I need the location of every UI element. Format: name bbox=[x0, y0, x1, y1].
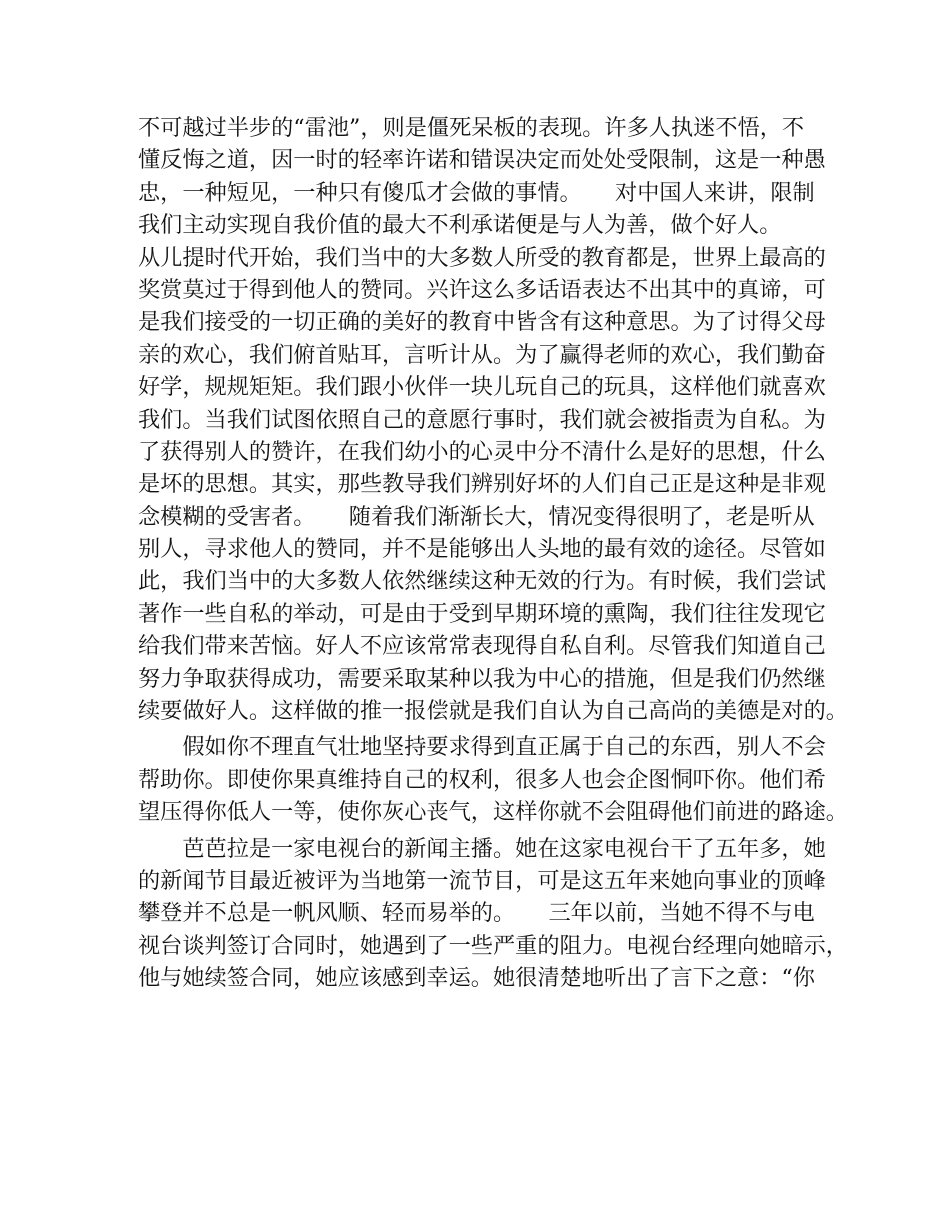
text-line: 好学，规规矩矩。我们跟小伙伴一块儿玩自己的玩具，这样他们就喜欢 bbox=[138, 374, 826, 401]
text-line: 懂反悔之道，因一时的轻率许诺和错误决定而处处受限制，这是一种愚 bbox=[138, 147, 826, 174]
text-line: 努力争取获得成功，需要采取某种以我为中心的措施，但是我们仍然继 bbox=[138, 665, 826, 692]
text-line: 从儿提时代开始，我们当中的大多数人所受的教育都是，世界上最高的 bbox=[138, 244, 826, 271]
text-line: 了获得别人的赞许，在我们幼小的心灵中分不清什么是好的思想，什么 bbox=[138, 438, 826, 465]
text-line: 念模糊的受害者。 随着我们渐渐长大，情况变得很明了，老是听从 bbox=[138, 503, 815, 530]
text-line: 芭芭拉是一家电视台的新闻主播。她在这家电视台干了五年多，她 bbox=[138, 835, 826, 862]
text-line: 著作一些自私的举动，可是由于受到早期环境的熏陶，我们往往发现它 bbox=[138, 600, 826, 627]
text-line: 帮助你。即使你果真维持自己的权利，很多人也会企图恫吓你。他们希 bbox=[138, 766, 826, 793]
text-line: 我们。当我们试图依照自己的意愿行事时，我们就会被指责为自私。为 bbox=[138, 406, 826, 433]
text-line: 忠，一种短见，一种只有傻瓜才会做的事情。 对中国人来讲，限制 bbox=[138, 179, 815, 206]
body-text bbox=[138, 112, 848, 995]
text-line: 攀登并不总是一帆风顺、轻而易举的。 三年以前，当她不得不与电 bbox=[138, 900, 815, 927]
text-line: 望压得你低人一等，使你灰心丧气，这样你就不会阻碍他们前进的路途。 bbox=[138, 799, 848, 826]
text-line: 奖赏莫过于得到他人的赞同。兴许这么多话语表达不出其中的真谛，可 bbox=[138, 276, 826, 303]
text-line: 是我们接受的一切正确的美好的教育中皆含有这种意思。为了讨得父母 bbox=[138, 309, 826, 336]
text-line: 别人，寻求他人的赞同，并不是能够出人头地的最有效的途径。尽管如 bbox=[138, 536, 826, 563]
text-line: 是坏的思想。其实，那些教导我们辨别好坏的人们自己正是这种是非观 bbox=[138, 471, 826, 498]
text-line: 的新闻节目最近被评为当地第一流节目，可是这五年来她向事业的顶峰 bbox=[138, 867, 826, 894]
text-line: 续要做好人。这样做的推一报偿就是我们自认为自己高尚的美德是对的。 bbox=[138, 698, 848, 725]
text-line: 不可越过半步的“雷池”，则是僵死呆板的表现。许多人执迷不悟，不 bbox=[138, 115, 805, 141]
text-line: 我们主动实现自我价值的最大不利承诺便是与人为善，做个好人。 bbox=[138, 212, 782, 239]
text-line: 此，我们当中的大多数人依然继续这种无效的行为。有时候，我们尝试 bbox=[138, 568, 826, 595]
text-line: 视台谈判签订合同时，她遇到了一些严重的阻力。电视台经理向她暗示， bbox=[138, 932, 848, 959]
text-line: 亲的欢心，我们俯首贴耳，言听计从。为了赢得老师的欢心，我们勤奋 bbox=[138, 341, 826, 368]
text-line: 他与她续签合同，她应该感到幸运。她很清楚地听出了言下之意：“你 bbox=[138, 965, 815, 992]
text-line: 给我们带来苦恼。好人不应该常常表现得自私自利。尽管我们知道自己 bbox=[138, 633, 826, 660]
text-line: 假如你不理直气壮地坚持要求得到直正属于自己的东西，别人不会 bbox=[138, 734, 826, 761]
